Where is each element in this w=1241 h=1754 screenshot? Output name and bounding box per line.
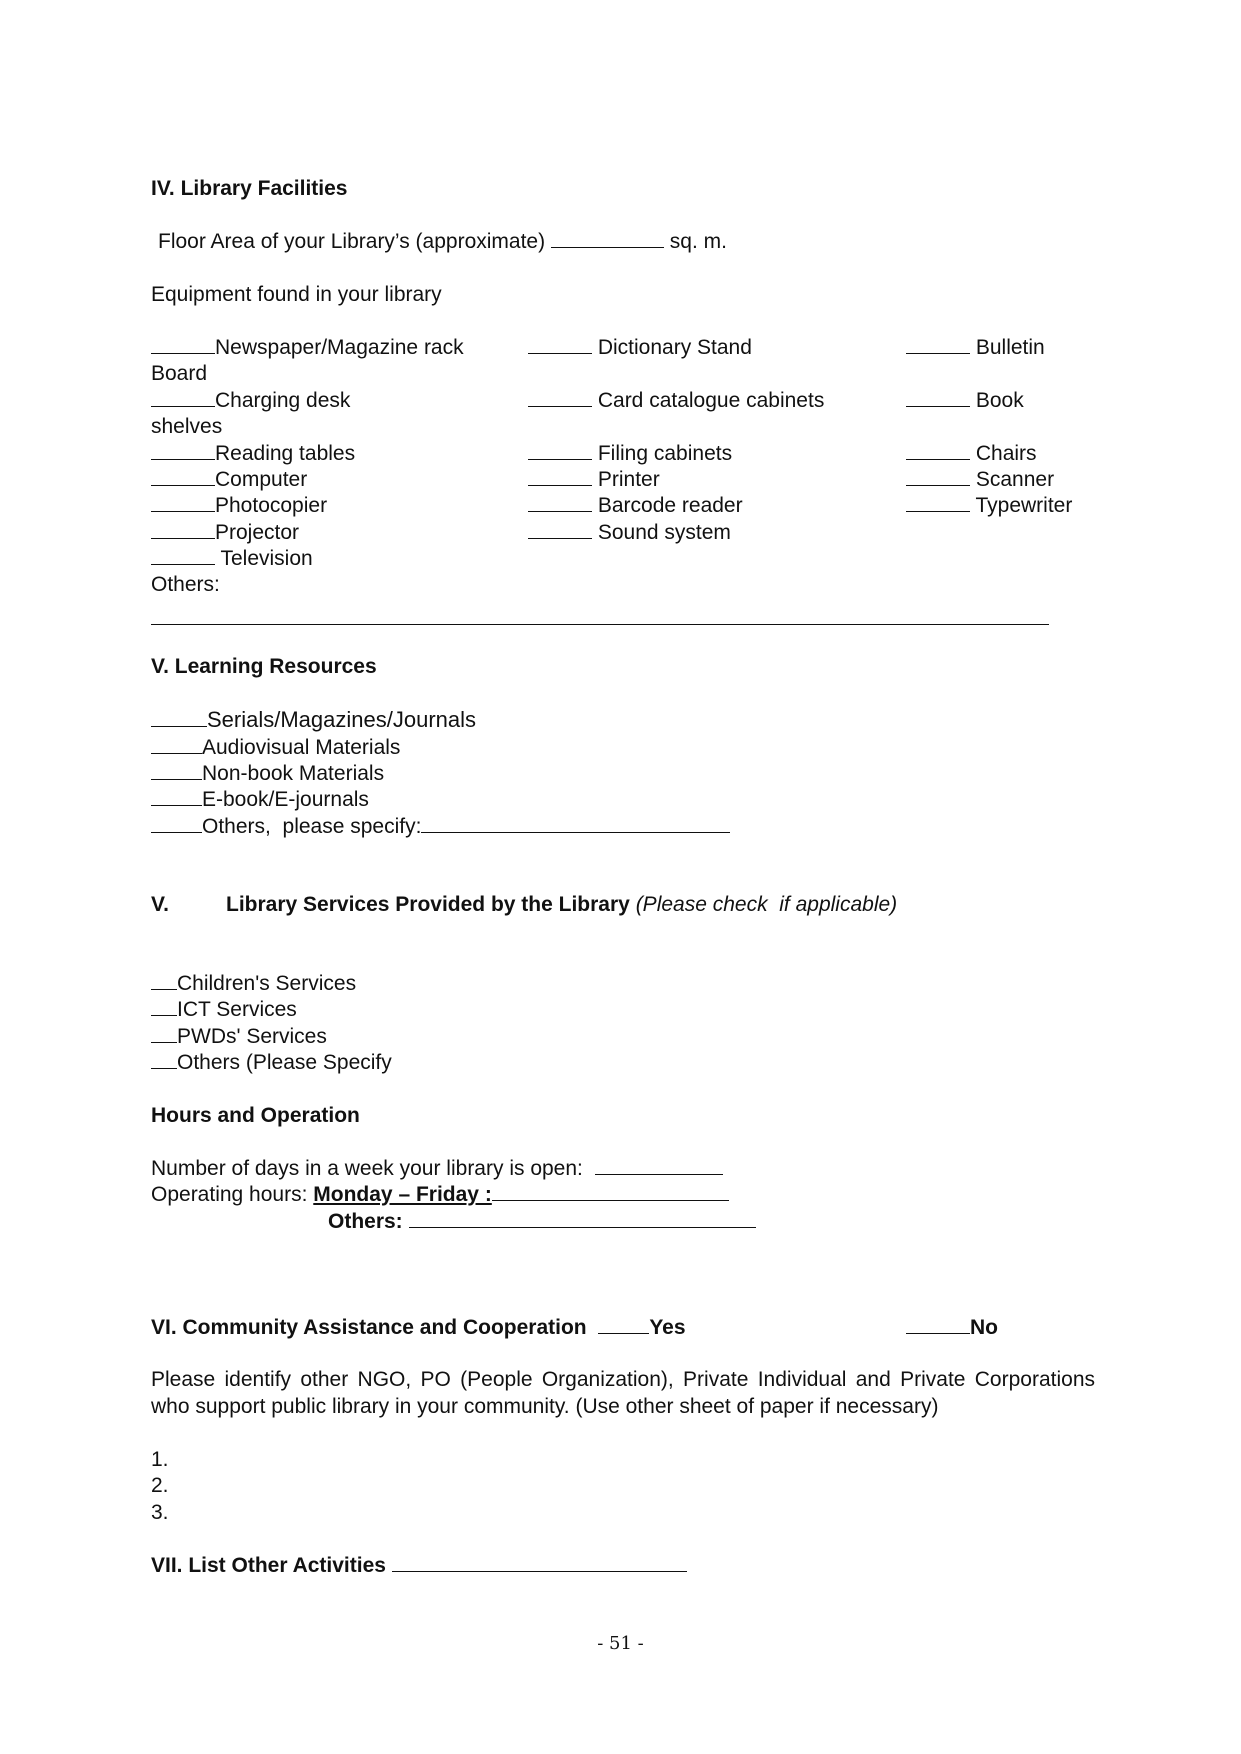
services-heading-row (226, 892, 897, 918)
check-blank[interactable] (151, 441, 215, 460)
service-label: Children's Services (177, 972, 357, 995)
check-blank[interactable] (151, 1050, 177, 1069)
equipment-item-bulletin (906, 335, 1045, 361)
equipment-others-line[interactable] (151, 624, 1049, 625)
service-item-others (151, 1050, 392, 1076)
check-blank[interactable] (151, 708, 207, 727)
weekday-label: Monday – Friday : (313, 1183, 492, 1206)
equipment-label-cont: Board (151, 362, 208, 385)
services-number: V. (151, 893, 169, 916)
service-label: PWDs' Services (177, 1025, 327, 1048)
equipment-label: Television (220, 547, 313, 570)
others-hours-label: Others: (328, 1210, 403, 1233)
equipment-item-dictionary-stand (528, 335, 752, 361)
resource-item-ebook (151, 787, 369, 813)
equipment-item-charging-desk (151, 388, 350, 414)
equipment-item-typewriter (906, 493, 1072, 519)
resource-item-serials (151, 707, 476, 733)
equipment-label: Dictionary Stand (597, 336, 752, 359)
equipment-label: Barcode reader (597, 494, 743, 517)
equipment-label: Typewriter (975, 494, 1073, 517)
equipment-item-newspaper-rack (151, 335, 464, 361)
resource-label: Others, please specify: (202, 815, 422, 838)
services-note: (Please check if applicable) (635, 893, 898, 916)
check-blank[interactable] (151, 1024, 177, 1043)
equipment-intro: Equipment found in your library (151, 283, 442, 306)
equipment-label: Book (975, 389, 1024, 412)
equipment-item-card-catalogue (528, 388, 824, 414)
equipment-item-scanner (906, 467, 1054, 493)
numbered-line: 2. (151, 1474, 169, 1497)
equipment-item-chairs (906, 441, 1037, 467)
operating-hours-row (151, 1182, 729, 1208)
service-label: Others (Please Specify (177, 1051, 392, 1074)
equipment-label: Scanner (975, 468, 1055, 491)
equipment-label: Sound system (597, 521, 731, 544)
equipment-item-projector (151, 520, 299, 546)
resource-item-audiovisual (151, 735, 400, 761)
yes-label: Yes (649, 1316, 686, 1339)
check-blank[interactable] (151, 335, 215, 354)
equipment-label: Card catalogue cabinets (597, 389, 825, 412)
services-heading: Library Services Provided by the Library (226, 893, 630, 916)
numbered-line: 1. (151, 1448, 169, 1471)
days-open-blank[interactable] (595, 1156, 723, 1175)
check-blank[interactable] (151, 520, 215, 539)
equipment-item-reading-tables (151, 441, 355, 467)
service-label: ICT Services (177, 998, 297, 1021)
resource-label: Non-book Materials (202, 762, 385, 785)
equipment-label: Charging desk (215, 389, 351, 412)
check-blank[interactable] (151, 787, 202, 806)
check-blank[interactable] (151, 997, 177, 1016)
check-blank[interactable] (906, 493, 970, 512)
section-iv-heading: IV. Library Facilities (151, 177, 348, 200)
check-blank[interactable] (906, 441, 970, 460)
days-open-row (151, 1156, 723, 1182)
check-blank[interactable] (151, 814, 202, 833)
page-number: - 51 - (597, 1633, 644, 1654)
check-blank[interactable] (151, 761, 202, 780)
section-vi-heading: VI. Community Assistance and Cooperation (151, 1316, 587, 1339)
equipment-item-barcode-reader (528, 493, 743, 519)
check-blank[interactable] (151, 388, 215, 407)
resource-label: Audiovisual Materials (202, 736, 401, 759)
resource-label: Serials/Magazines/Journals (207, 707, 477, 732)
equipment-item-television (151, 546, 313, 572)
check-blank[interactable] (906, 388, 970, 407)
check-blank[interactable] (906, 335, 970, 354)
equipment-label: Photocopier (215, 494, 328, 517)
floor-area-label: Floor Area of your Library’s (approximate) (158, 230, 546, 253)
yes-blank[interactable] (598, 1315, 649, 1334)
community-paragraph: Please identify other NGO, PO (People Organization), Private Individual and Private Corporations who support public library in your community. (Use other sheet of paper if necessary) (151, 1368, 1095, 1418)
equipment-label: Computer (215, 468, 308, 491)
activities-blank[interactable] (392, 1553, 687, 1572)
equipment-label: Printer (597, 468, 660, 491)
equipment-item-computer (151, 467, 307, 493)
check-blank[interactable] (151, 467, 215, 486)
section-vi-row (151, 1315, 686, 1341)
check-blank[interactable] (528, 467, 592, 486)
equipment-label: Bulletin (975, 336, 1045, 359)
check-blank[interactable] (151, 971, 177, 990)
equipment-item-filing-cabinets (528, 441, 732, 467)
equipment-others-label: Others: (151, 573, 220, 596)
check-blank[interactable] (151, 735, 202, 754)
weekday-hours-blank[interactable] (492, 1182, 729, 1201)
equipment-label-cont: shelves (151, 415, 223, 438)
hours-heading: Hours and Operation (151, 1104, 360, 1127)
equipment-item-book (906, 388, 1024, 414)
equipment-label: Filing cabinets (597, 442, 733, 465)
check-blank[interactable] (528, 493, 592, 512)
check-blank[interactable] (151, 493, 215, 512)
service-item-pwds (151, 1024, 327, 1050)
resource-item-others (151, 814, 730, 840)
section-v-heading: V. Learning Resources (151, 655, 377, 678)
check-blank[interactable] (528, 335, 592, 354)
resource-item-nonbook (151, 761, 384, 787)
no-blank[interactable] (906, 1315, 970, 1334)
others-hours-row (328, 1209, 756, 1235)
no-option (906, 1315, 998, 1341)
equipment-item-photocopier (151, 493, 327, 519)
days-open-label: Number of days in a week your library is open: (151, 1157, 583, 1180)
equipment-label: Projector (215, 521, 300, 544)
section-vii-heading: VII. List Other Activities (151, 1554, 386, 1577)
check-blank[interactable] (151, 546, 215, 565)
check-blank[interactable] (528, 441, 592, 460)
service-item-children (151, 971, 356, 997)
resource-label: E-book/E-journals (202, 788, 369, 811)
operating-hours-label: Operating hours: (151, 1183, 308, 1206)
no-label: No (970, 1316, 998, 1339)
service-item-ict (151, 997, 297, 1023)
resource-others-blank[interactable] (421, 814, 730, 833)
floor-area-row (158, 229, 727, 255)
equipment-item-printer (528, 467, 660, 493)
floor-area-blank[interactable] (551, 229, 664, 248)
equipment-label: Chairs (975, 442, 1037, 465)
check-blank[interactable] (528, 520, 592, 539)
section-vii-row (151, 1553, 687, 1579)
equipment-label: Reading tables (215, 442, 356, 465)
floor-area-unit: sq. m. (669, 230, 727, 253)
check-blank[interactable] (906, 467, 970, 486)
equipment-label: Newspaper/Magazine rack (215, 336, 464, 359)
numbered-line: 3. (151, 1501, 169, 1524)
others-hours-blank[interactable] (409, 1209, 756, 1228)
check-blank[interactable] (528, 388, 592, 407)
equipment-item-sound-system (528, 520, 731, 546)
